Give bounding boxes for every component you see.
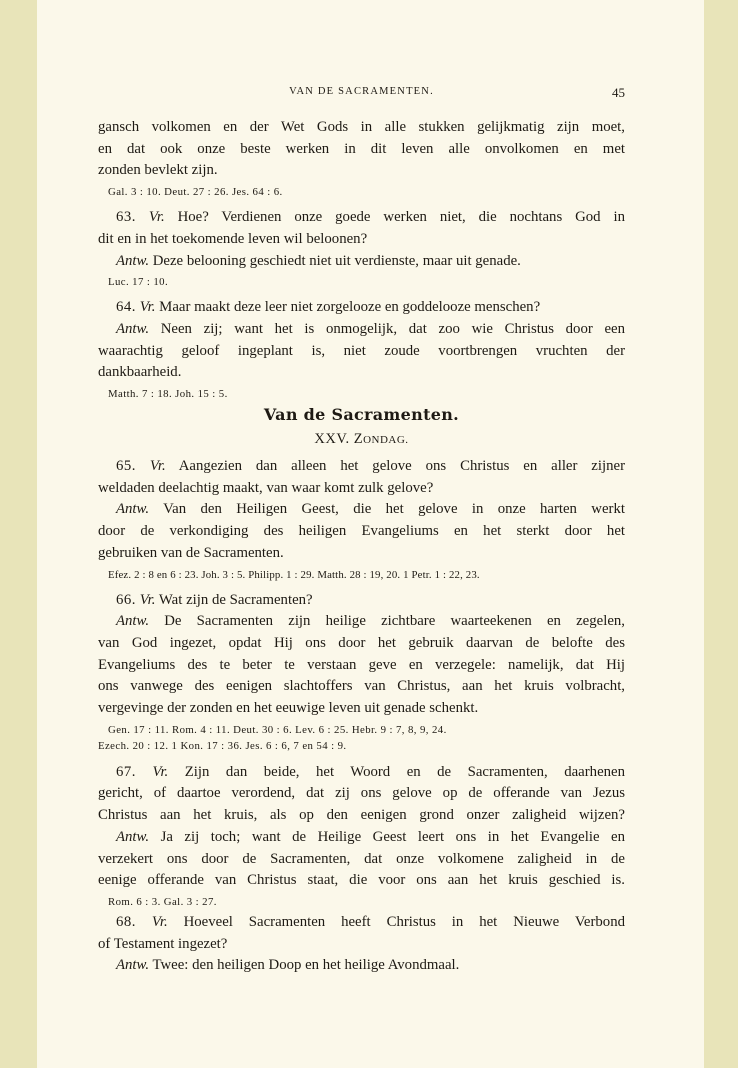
answer-text: vergevinge der zonden en het eeuwige leven uit genade schenkt. bbox=[98, 700, 479, 717]
question-66 bbox=[98, 590, 625, 754]
question-text: dit en in het toekomende leven wil beloonen? bbox=[98, 230, 368, 247]
antw-label: Antw. bbox=[116, 828, 150, 845]
question-text: Maar maakt deze leer niet zorgelooze en goddelooze menschen? bbox=[159, 299, 541, 316]
answer-text: verzekert ons door de Sacramenten, dat onze volkomene zaligheid in de bbox=[98, 850, 625, 867]
question-text: Zijn dan beide, het Woord en de Sacramenten, daarhenen bbox=[184, 763, 625, 780]
vr-label: Vr. bbox=[149, 458, 166, 475]
answer-text: Twee: den heiligen Doop en het heilige Avondmaal. bbox=[152, 957, 460, 974]
question-number: 67. bbox=[116, 763, 136, 780]
scripture-reference: Matth. 7 : 18. Joh. 15 : 5. bbox=[108, 388, 228, 401]
antw-label: Antw. bbox=[116, 957, 150, 974]
answer-text: Ja zij toch; want de Heilige Geest leert ons in het Evangelie en bbox=[160, 828, 626, 845]
page-number: 45 bbox=[612, 85, 625, 100]
question-65 bbox=[98, 456, 625, 583]
vr-label: Vr. bbox=[151, 913, 168, 930]
text-line: zonden bevlekt zijn. bbox=[98, 162, 218, 179]
antw-label: Antw. bbox=[116, 501, 150, 518]
answer-text: door de verkondiging des heiligen Evangeliums en het sterkt door het bbox=[98, 523, 625, 540]
answer-text: ons vanwege des eenigen slachtoffers van Christus, aan het kruis volbracht, bbox=[98, 678, 625, 695]
question-text: weldaden deelachtig maakt, van waar komt zulk gelove? bbox=[98, 479, 434, 496]
answer-text: van God ingezet, opdat Hij ons door het gebruik daarvan de belofte des bbox=[98, 634, 625, 651]
question-text: Hoe? Verdienen onze goede werken niet, die nochtans God in bbox=[177, 209, 625, 226]
answer-text: De Sacramenten zijn heilige zichtbare waarteekenen en zegelen, bbox=[164, 613, 625, 630]
question-63 bbox=[98, 207, 625, 290]
question-number: 65. bbox=[116, 458, 136, 475]
page-right-margin bbox=[704, 0, 738, 1068]
scripture-reference: Luc. 17 : 10. bbox=[108, 276, 169, 289]
answer-text: Neen zij; want het is onmogelijk, dat zoo wie Christus door een bbox=[160, 320, 625, 337]
question-68 bbox=[98, 912, 625, 977]
answer-text: Deze belooning geschiedt niet uit verdienste, maar uit genade. bbox=[152, 252, 521, 269]
answer-text: gebruiken van de Sacramenten. bbox=[98, 544, 284, 561]
page-body bbox=[98, 117, 625, 977]
question-number: 68. bbox=[116, 913, 136, 930]
answer-text: waarachtig geloof ingeplant is, niet zoude voortbrengen vruchten der bbox=[98, 342, 625, 359]
question-67 bbox=[98, 762, 625, 910]
scripture-reference: Efez. 2 : 8 en 6 : 23. Joh. 3 : 5. Philipp. 1 : 29. Matth. 28 : 19, 20. 1 Petr. 1 : 22, 23. bbox=[108, 568, 480, 581]
antw-label: Antw. bbox=[116, 252, 150, 269]
antw-label: Antw. bbox=[116, 320, 150, 337]
sunday-number: XXV. ZONDAG. bbox=[314, 431, 409, 448]
page-header bbox=[98, 86, 625, 104]
answer-text: eenige offerande van Christus staat, die voor ons aan het kruis geschied is. bbox=[98, 872, 625, 889]
question-text: Hoeveel Sacramenten heeft Christus in het Nieuwe Verbond bbox=[183, 913, 625, 930]
continuation-paragraph bbox=[98, 117, 625, 200]
scripture-reference: Gen. 17 : 11. Rom. 4 : 11. Deut. 30 : 6. Lev. 6 : 25. Hebr. 9 : 7, 8, 9, 24. bbox=[108, 723, 447, 736]
running-head: VAN DE SACRAMENTEN. bbox=[289, 86, 434, 97]
section-heading bbox=[98, 404, 625, 450]
question-text: of Testament ingezet? bbox=[98, 935, 228, 952]
question-number: 64. bbox=[116, 299, 136, 316]
question-64 bbox=[98, 297, 625, 402]
answer-text: Evangeliums des te beter te verstaan geve en verzegele: namelijk, dat Hij bbox=[98, 656, 625, 673]
text-line: en dat ook onze beste werken in dit leven alle onvolkomen en met bbox=[98, 140, 625, 157]
vr-label: Vr. bbox=[148, 209, 165, 226]
scripture-reference: Rom. 6 : 3. Gal. 3 : 27. bbox=[108, 895, 217, 908]
question-text: Aangezien dan alleen het gelove ons Christus en aller zijner bbox=[178, 458, 625, 475]
page-left-margin bbox=[0, 0, 37, 1068]
question-text: Wat zijn de Sacramenten? bbox=[158, 591, 313, 608]
vr-label: Vr. bbox=[139, 299, 156, 316]
vr-label: Vr. bbox=[152, 763, 169, 780]
question-number: 66. bbox=[116, 591, 136, 608]
vr-label: Vr. bbox=[139, 591, 156, 608]
scripture-reference: Gal. 3 : 10. Deut. 27 : 26. Jes. 64 : 6. bbox=[108, 186, 283, 199]
question-number: 63. bbox=[116, 209, 136, 226]
text-line: gansch volkomen en der Wet Gods in alle stukken gelijkmatig zijn moet, bbox=[98, 119, 625, 135]
question-text: Christus aan het kruis, als op den eenigen grond onzer zaligheid wijzen? bbox=[98, 807, 625, 824]
section-title: Van de Sacramenten. bbox=[263, 405, 460, 425]
antw-label: Antw. bbox=[116, 613, 150, 630]
scripture-reference: Ezech. 20 : 12. 1 Kon. 17 : 36. Jes. 6 : 6, 7 en 54 : 9. bbox=[98, 739, 347, 752]
question-text: gericht, of daartoe verordend, dat zij ons gelove op de offerande van Jezus bbox=[98, 785, 625, 802]
answer-text: Van den Heiligen Geest, die het gelove in onze harten werkt bbox=[163, 501, 625, 518]
answer-text: dankbaarheid. bbox=[98, 364, 182, 381]
